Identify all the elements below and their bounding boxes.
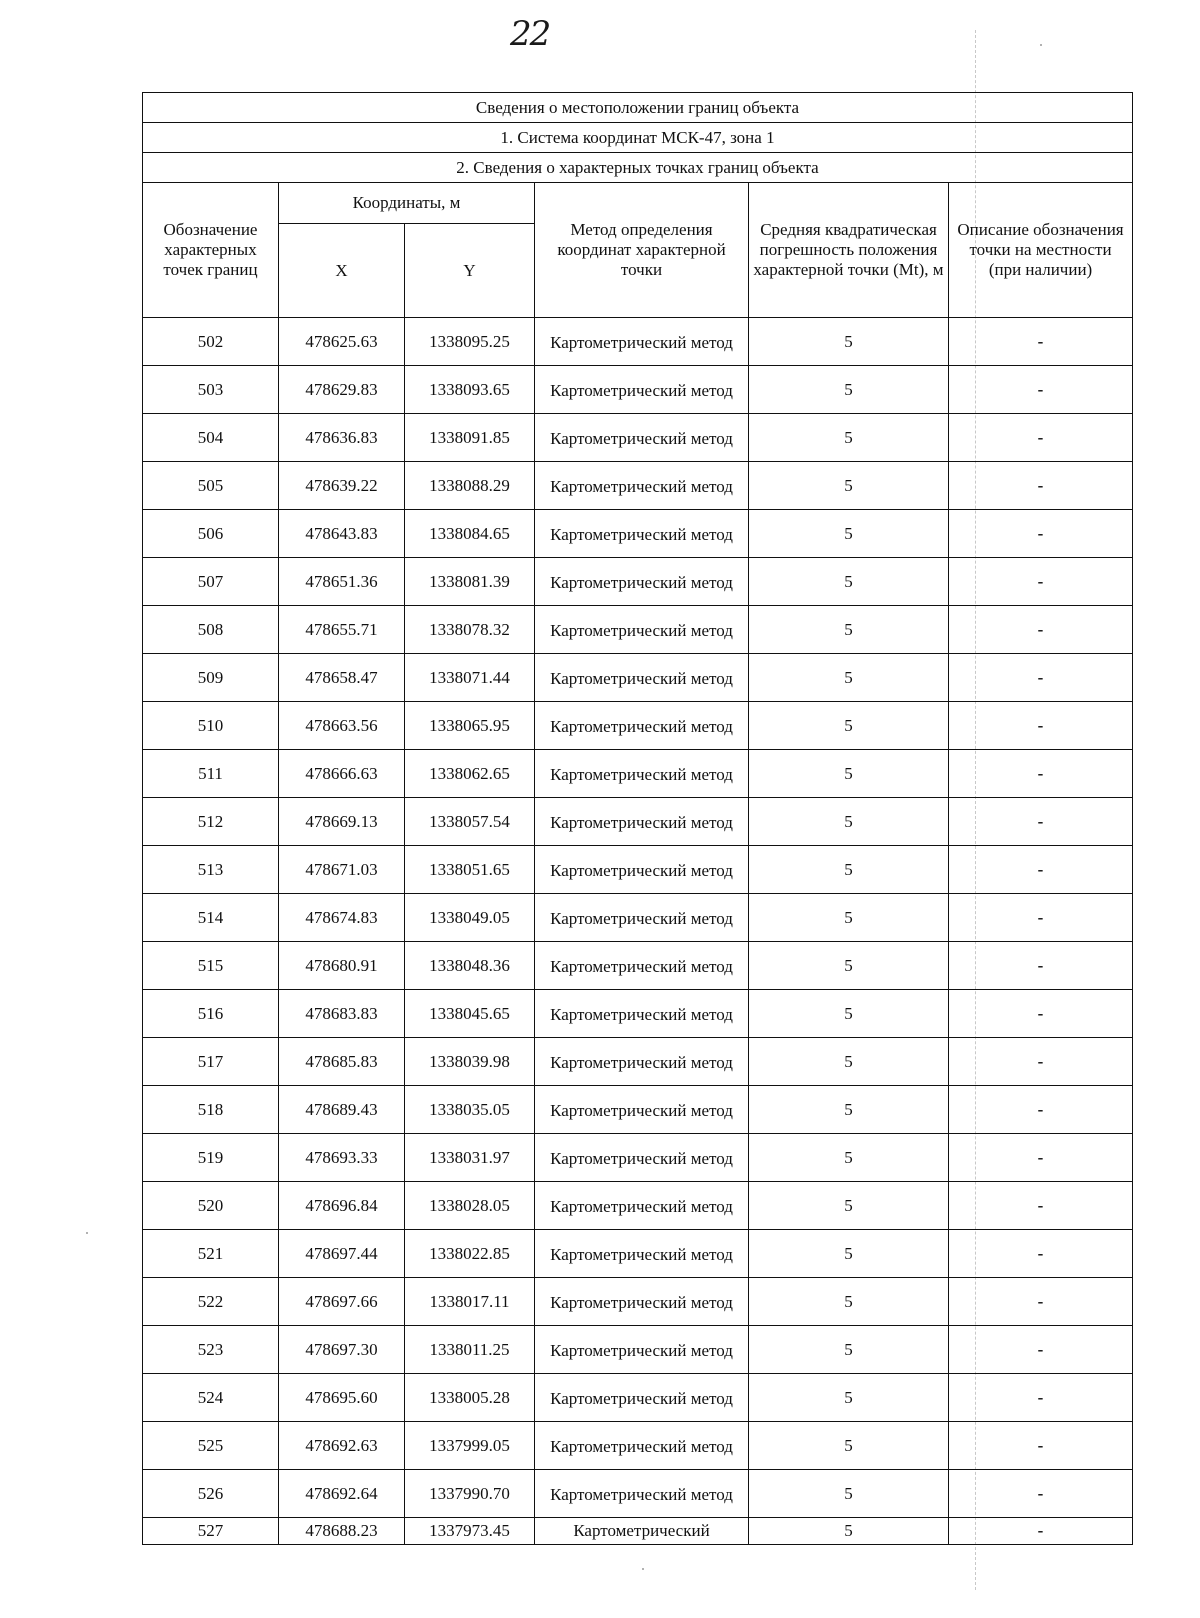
description: - — [949, 1134, 1133, 1182]
header-description: Описание обозначения точки на местности (при наличии) — [949, 183, 1133, 318]
coordinate-y: 1338093.65 — [405, 366, 535, 414]
description: - — [949, 798, 1133, 846]
coordinate-x: 478674.83 — [279, 894, 405, 942]
coordinate-x: 478658.47 — [279, 654, 405, 702]
coordinate-y: 1338048.36 — [405, 942, 535, 990]
method: Картометрический метод — [535, 654, 749, 702]
coordinate-y: 1338088.29 — [405, 462, 535, 510]
table-row — [143, 414, 1133, 462]
description: - — [949, 318, 1133, 366]
coordinate-x: 478639.22 — [279, 462, 405, 510]
method: Картометрический метод — [535, 798, 749, 846]
table-row — [143, 942, 1133, 990]
point-number: 510 — [143, 702, 279, 750]
coordinate-x: 478689.43 — [279, 1086, 405, 1134]
error-value: 5 — [749, 558, 949, 606]
method: Картометрический метод — [535, 750, 749, 798]
point-number: 511 — [143, 750, 279, 798]
coordinate-y: 1338057.54 — [405, 798, 535, 846]
description: - — [949, 414, 1133, 462]
coordinate-y: 1337990.70 — [405, 1470, 535, 1518]
method: Картометрический метод — [535, 510, 749, 558]
coordinate-x: 478693.33 — [279, 1134, 405, 1182]
method: Картометрический метод — [535, 1278, 749, 1326]
coordinate-x: 478692.64 — [279, 1470, 405, 1518]
point-number: 506 — [143, 510, 279, 558]
method: Картометрический метод — [535, 1230, 749, 1278]
table-row — [143, 1182, 1133, 1230]
method: Картометрический метод — [535, 1182, 749, 1230]
error-value: 5 — [749, 366, 949, 414]
coordinate-y: 1338049.05 — [405, 894, 535, 942]
table-row — [143, 1422, 1133, 1470]
point-number: 514 — [143, 894, 279, 942]
table-row — [143, 1086, 1133, 1134]
point-number: 519 — [143, 1134, 279, 1182]
error-value: 5 — [749, 1134, 949, 1182]
point-number: 523 — [143, 1326, 279, 1374]
table-row — [143, 1134, 1133, 1182]
table-row — [143, 1518, 1133, 1545]
scan-speck — [1040, 44, 1042, 46]
header-y: Y — [405, 224, 535, 318]
method: Картометрический метод — [535, 606, 749, 654]
point-number: 512 — [143, 798, 279, 846]
error-value: 5 — [749, 1038, 949, 1086]
coordinate-y: 1338091.85 — [405, 414, 535, 462]
error-value: 5 — [749, 1518, 949, 1545]
table-row — [143, 990, 1133, 1038]
coordinate-x: 478692.63 — [279, 1422, 405, 1470]
error-value: 5 — [749, 1278, 949, 1326]
coordinate-y: 1338051.65 — [405, 846, 535, 894]
description: - — [949, 462, 1133, 510]
point-number: 516 — [143, 990, 279, 1038]
description: - — [949, 702, 1133, 750]
error-value: 5 — [749, 462, 949, 510]
section-title: 2. Сведения о характерных точках границ объекта — [143, 153, 1133, 183]
coordinate-y: 1338028.05 — [405, 1182, 535, 1230]
error-value: 5 — [749, 894, 949, 942]
error-value: 5 — [749, 846, 949, 894]
coordinate-y: 1337973.45 — [405, 1518, 535, 1545]
method: Картометрический метод — [535, 1038, 749, 1086]
coordinate-x: 478683.83 — [279, 990, 405, 1038]
description: - — [949, 558, 1133, 606]
error-value: 5 — [749, 1230, 949, 1278]
point-number: 517 — [143, 1038, 279, 1086]
error-value: 5 — [749, 702, 949, 750]
coordinate-y: 1338071.44 — [405, 654, 535, 702]
table-row — [143, 462, 1133, 510]
method: Картометрический метод — [535, 846, 749, 894]
coordinate-y: 1338062.65 — [405, 750, 535, 798]
error-value: 5 — [749, 750, 949, 798]
coordinate-x: 478663.56 — [279, 702, 405, 750]
table-row — [143, 798, 1133, 846]
coordinate-x: 478697.66 — [279, 1278, 405, 1326]
coordinate-y: 1338022.85 — [405, 1230, 535, 1278]
error-value: 5 — [749, 1470, 949, 1518]
table-row — [143, 366, 1133, 414]
description: - — [949, 1182, 1133, 1230]
description: - — [949, 1518, 1133, 1545]
coordinate-y: 1338078.32 — [405, 606, 535, 654]
error-value: 5 — [749, 654, 949, 702]
method: Картометрический метод — [535, 942, 749, 990]
description: - — [949, 1038, 1133, 1086]
method: Картометрический метод — [535, 1326, 749, 1374]
description: - — [949, 990, 1133, 1038]
error-value: 5 — [749, 318, 949, 366]
table-row — [143, 702, 1133, 750]
method: Картометрический метод — [535, 990, 749, 1038]
coordinate-x: 478696.84 — [279, 1182, 405, 1230]
point-number: 520 — [143, 1182, 279, 1230]
point-number: 509 — [143, 654, 279, 702]
description: - — [949, 654, 1133, 702]
table-row — [143, 558, 1133, 606]
error-value: 5 — [749, 1374, 949, 1422]
point-number: 508 — [143, 606, 279, 654]
header-error: Средняя квадратическая погрешность положения характерной точки (Mt), м — [749, 183, 949, 318]
coordinate-x: 478671.03 — [279, 846, 405, 894]
description: - — [949, 750, 1133, 798]
method: Картометрический метод — [535, 1134, 749, 1182]
description: - — [949, 1422, 1133, 1470]
coordinate-x: 478655.71 — [279, 606, 405, 654]
point-number: 518 — [143, 1086, 279, 1134]
point-number: 502 — [143, 318, 279, 366]
method: Картометрический метод — [535, 894, 749, 942]
coordinate-y: 1338035.05 — [405, 1086, 535, 1134]
table-row — [143, 654, 1133, 702]
method: Картометрический метод — [535, 558, 749, 606]
method: Картометрический — [535, 1518, 749, 1545]
description: - — [949, 1326, 1133, 1374]
description: - — [949, 510, 1133, 558]
coordinate-x: 478688.23 — [279, 1518, 405, 1545]
point-number: 505 — [143, 462, 279, 510]
method: Картометрический метод — [535, 1470, 749, 1518]
description: - — [949, 1374, 1133, 1422]
error-value: 5 — [749, 1086, 949, 1134]
table-row — [143, 846, 1133, 894]
coordinate-x: 478685.83 — [279, 1038, 405, 1086]
header-point: Обозначение характерных точек границ — [143, 183, 279, 318]
table-title: Сведения о местоположении границ объекта — [143, 93, 1133, 123]
coordinate-x: 478629.83 — [279, 366, 405, 414]
error-value: 5 — [749, 1422, 949, 1470]
method: Картометрический метод — [535, 462, 749, 510]
description: - — [949, 894, 1133, 942]
table-row — [143, 894, 1133, 942]
table-row — [143, 1470, 1133, 1518]
scan-speck — [86, 1232, 88, 1234]
coordinate-x: 478625.63 — [279, 318, 405, 366]
error-value: 5 — [749, 1182, 949, 1230]
method: Картометрический метод — [535, 1422, 749, 1470]
coordinate-x: 478651.36 — [279, 558, 405, 606]
method: Картометрический метод — [535, 318, 749, 366]
coordinate-x: 478697.44 — [279, 1230, 405, 1278]
point-number: 507 — [143, 558, 279, 606]
description: - — [949, 1470, 1133, 1518]
method: Картометрический метод — [535, 702, 749, 750]
coordinate-y: 1338045.65 — [405, 990, 535, 1038]
coordinate-y: 1338039.98 — [405, 1038, 535, 1086]
coordinate-x: 478695.60 — [279, 1374, 405, 1422]
description: - — [949, 1086, 1133, 1134]
scan-speck — [642, 1568, 644, 1570]
coordinate-x: 478643.83 — [279, 510, 405, 558]
point-number: 521 — [143, 1230, 279, 1278]
point-number: 527 — [143, 1518, 279, 1545]
table-row — [143, 606, 1133, 654]
error-value: 5 — [749, 606, 949, 654]
point-number: 526 — [143, 1470, 279, 1518]
point-number: 503 — [143, 366, 279, 414]
method: Картометрический метод — [535, 1374, 749, 1422]
description: - — [949, 846, 1133, 894]
coordinate-y: 1338017.11 — [405, 1278, 535, 1326]
method: Картометрический метод — [535, 366, 749, 414]
description: - — [949, 942, 1133, 990]
description: - — [949, 1230, 1133, 1278]
coordinate-y: 1338095.25 — [405, 318, 535, 366]
error-value: 5 — [749, 414, 949, 462]
description: - — [949, 1278, 1133, 1326]
method: Картометрический метод — [535, 1086, 749, 1134]
error-value: 5 — [749, 1326, 949, 1374]
table-row — [143, 1038, 1133, 1086]
table-row — [143, 1374, 1133, 1422]
coordinate-y: 1338031.97 — [405, 1134, 535, 1182]
boundary-points-table — [142, 92, 1133, 1545]
point-number: 513 — [143, 846, 279, 894]
table-row — [143, 318, 1133, 366]
description: - — [949, 366, 1133, 414]
table-row — [143, 1326, 1133, 1374]
table-row — [143, 750, 1133, 798]
point-number: 525 — [143, 1422, 279, 1470]
point-number: 504 — [143, 414, 279, 462]
table-row — [143, 1278, 1133, 1326]
coordinate-y: 1338005.28 — [405, 1374, 535, 1422]
description: - — [949, 606, 1133, 654]
point-number: 522 — [143, 1278, 279, 1326]
coordinate-y: 1338011.25 — [405, 1326, 535, 1374]
header-coordinates: Координаты, м — [279, 183, 535, 224]
page-number: 22 — [510, 14, 550, 54]
coordinate-system: 1. Система координат МСК-47, зона 1 — [143, 123, 1133, 153]
point-number: 524 — [143, 1374, 279, 1422]
coordinate-y: 1338081.39 — [405, 558, 535, 606]
method: Картометрический метод — [535, 414, 749, 462]
error-value: 5 — [749, 510, 949, 558]
coordinate-y: 1338065.95 — [405, 702, 535, 750]
table-row — [143, 1230, 1133, 1278]
coordinate-y: 1337999.05 — [405, 1422, 535, 1470]
table-row — [143, 510, 1133, 558]
header-method: Метод определения координат характерной точки — [535, 183, 749, 318]
coordinate-x: 478669.13 — [279, 798, 405, 846]
error-value: 5 — [749, 990, 949, 1038]
coordinate-y: 1338084.65 — [405, 510, 535, 558]
header-x: X — [279, 224, 405, 318]
coordinate-x: 478636.83 — [279, 414, 405, 462]
coordinate-x: 478666.63 — [279, 750, 405, 798]
coordinate-x: 478697.30 — [279, 1326, 405, 1374]
error-value: 5 — [749, 942, 949, 990]
point-number: 515 — [143, 942, 279, 990]
coordinate-x: 478680.91 — [279, 942, 405, 990]
error-value: 5 — [749, 798, 949, 846]
